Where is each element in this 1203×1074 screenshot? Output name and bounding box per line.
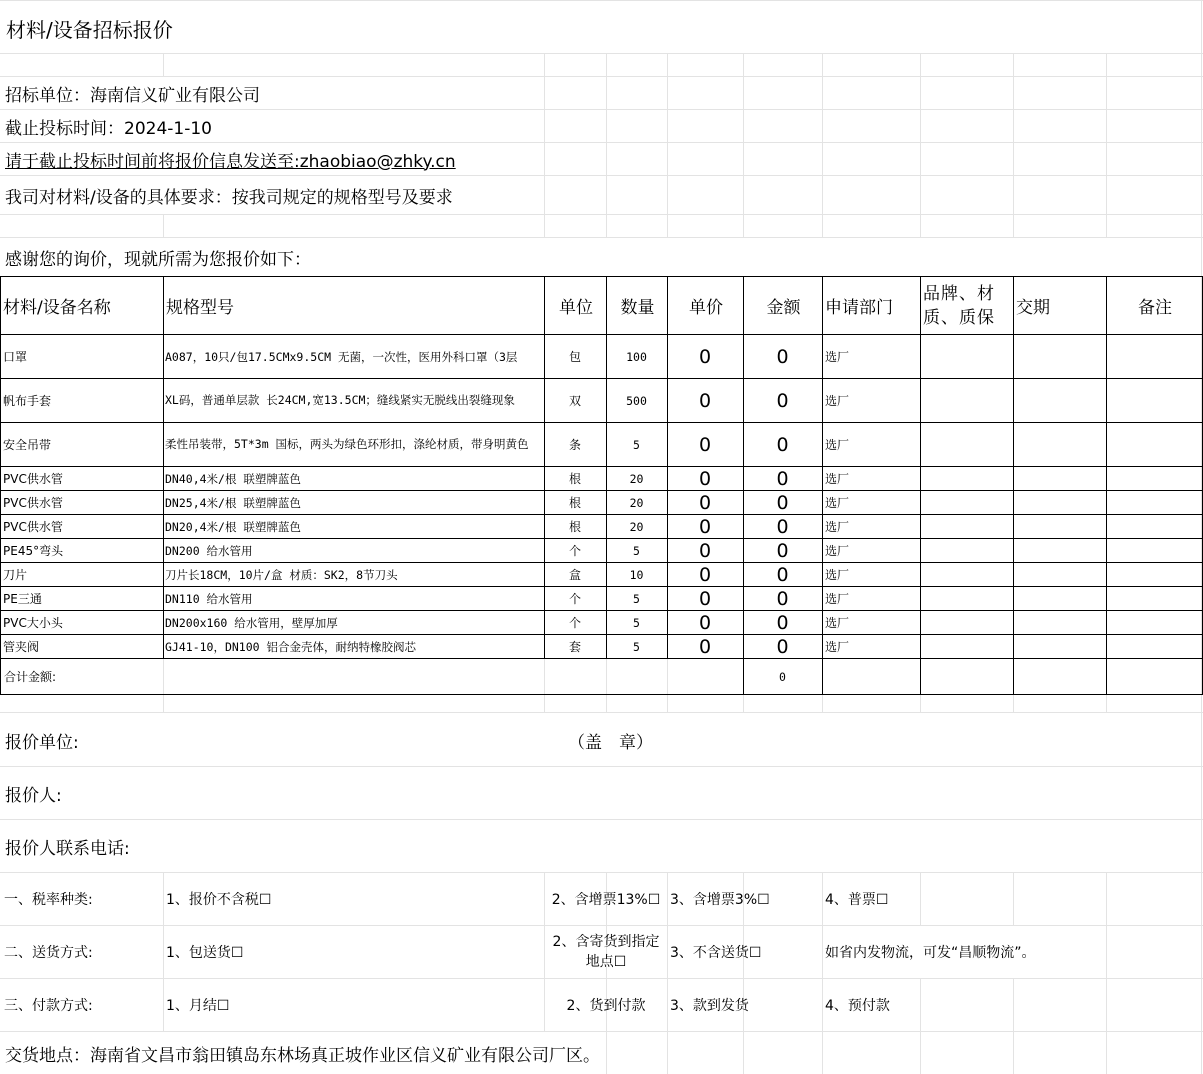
item-dept: 选厂	[825, 568, 850, 582]
item-unit: 双	[568, 394, 581, 408]
table-border	[0, 276, 1, 658]
col-header-spec: 规格型号	[166, 298, 234, 318]
item-dept: 选厂	[825, 544, 850, 558]
item-dept: 选厂	[825, 592, 850, 606]
total-label: 合计金额:	[4, 670, 57, 684]
item-amount: 0	[776, 611, 789, 634]
item-qty: 5	[633, 615, 640, 630]
item-dept: 选厂	[825, 616, 850, 630]
item-unit: 根	[568, 520, 581, 534]
item-name: 安全吊带	[3, 438, 52, 452]
item-amount: 0	[776, 635, 789, 658]
col-header-delivery: 交期	[1016, 298, 1050, 318]
item-amount: 0	[776, 515, 789, 538]
delivery-address: 交货地点：海南省文昌市翁田镇岛东林场真正坡作业区信义矿业有限公司厂区。	[5, 1032, 606, 1074]
tax-option-4[interactable]: 4、普票☐	[825, 892, 889, 908]
payment-option-2[interactable]: 2、货到付款	[566, 998, 646, 1014]
payment-option-4[interactable]: 4、预付款	[825, 998, 890, 1014]
item-qty: 10	[629, 567, 644, 582]
item-spec: DN110 给水管用	[165, 591, 253, 606]
item-qty: 20	[629, 471, 644, 486]
table-border	[822, 658, 823, 694]
item-name: PVC大小头	[3, 616, 63, 630]
item-spec: DN200x160 给水管用，壁厚加厚	[165, 615, 338, 630]
tax-option-1[interactable]: 1、报价不含税☐	[166, 892, 272, 908]
item-unit: 根	[568, 472, 581, 486]
item-name: 刀片	[3, 568, 28, 582]
deadline: 截止投标时间：2024-1-10	[5, 110, 218, 142]
col-header-remark: 备注	[1138, 298, 1172, 318]
payment-option-3[interactable]: 3、款到发货	[670, 998, 749, 1014]
delivery-label: 二、送货方式:	[4, 945, 93, 961]
delivery-note: 如省内发物流，可发“昌顺物流”。	[825, 926, 1040, 978]
item-price[interactable]: 0	[698, 611, 712, 634]
table-border	[920, 658, 921, 694]
item-name: PVC供水管	[3, 496, 63, 510]
item-spec: A087，10只/包17.5CMx9.5CM 无菌，一次性，医用外科口罩（3层	[165, 349, 518, 364]
item-name: 管夹阀	[3, 640, 40, 654]
item-amount: 0	[776, 345, 789, 368]
item-qty: 5	[633, 639, 640, 654]
item-price[interactable]: 0	[698, 539, 712, 562]
item-name: 帆布手套	[3, 394, 52, 408]
table-border	[163, 276, 164, 658]
item-name: PE45°弯头	[3, 544, 64, 558]
item-price[interactable]: 0	[698, 491, 712, 514]
col-header-dept: 申请部门	[825, 298, 893, 318]
seal-label: （盖 章）	[568, 732, 653, 753]
table-border	[1013, 276, 1014, 658]
item-spec: 刀片长18CM，10片/盒 材质：SK2，8节刀头	[165, 567, 398, 582]
item-amount: 0	[776, 491, 789, 514]
table-border	[0, 658, 1, 694]
col-header-brand: 品牌、材质、质保	[923, 283, 995, 328]
quoter-label: 报价人:	[5, 785, 62, 806]
item-amount: 0	[776, 587, 789, 610]
delivery-option-2[interactable]: 2、含寄货到指定地点☐	[552, 934, 660, 970]
item-price[interactable]: 0	[698, 345, 712, 368]
payment-option-1[interactable]: 1、月结☐	[166, 998, 230, 1014]
total-value: 0	[779, 669, 786, 684]
tax-option-3[interactable]: 3、含增票3%☐	[670, 892, 770, 908]
tax-option-2[interactable]: 2、含增票13%☐	[551, 892, 661, 908]
item-name: 口罩	[3, 350, 28, 364]
item-name: PVC供水管	[3, 472, 63, 486]
item-dept: 选厂	[825, 350, 850, 364]
send-to-email[interactable]: 请于截止投标时间前将报价信息发送至:zhaobiao@zhky.cn	[5, 143, 462, 175]
table-border	[0, 694, 1203, 695]
item-dept: 选厂	[825, 520, 850, 534]
item-qty: 5	[633, 437, 640, 452]
item-price[interactable]: 0	[698, 635, 712, 658]
tender-unit: 招标单位：海南信义矿业有限公司	[5, 77, 266, 109]
item-amount: 0	[776, 433, 789, 456]
item-dept: 选厂	[825, 496, 850, 510]
item-dept: 选厂	[825, 640, 850, 654]
item-dept: 选厂	[825, 438, 850, 452]
item-unit: 个	[568, 616, 581, 630]
item-name: PE三通	[3, 592, 42, 606]
item-name: PVC供水管	[3, 520, 63, 534]
item-spec: 柔性吊装带，5T*3m 国标，两头为绿色环形扣，涤纶材质，带身明黄色	[165, 437, 529, 451]
item-unit: 根	[568, 496, 581, 510]
tax-label: 一、税率种类:	[4, 892, 93, 908]
item-dept: 选厂	[825, 472, 850, 486]
item-price[interactable]: 0	[698, 389, 712, 412]
item-price[interactable]: 0	[698, 433, 712, 456]
item-spec: DN200 给水管用	[165, 543, 253, 558]
table-border	[1106, 276, 1107, 658]
phone-label: 报价人联系电话:	[5, 838, 130, 859]
item-unit: 条	[568, 438, 581, 452]
item-unit: 盒	[568, 568, 581, 582]
item-qty: 100	[626, 349, 647, 364]
delivery-option-1[interactable]: 1、包送货☐	[166, 945, 244, 961]
item-unit: 个	[568, 592, 581, 606]
col-header-price: 单价	[689, 298, 723, 318]
table-border	[1106, 658, 1107, 694]
item-price[interactable]: 0	[698, 467, 712, 490]
item-unit: 套	[568, 640, 581, 654]
item-qty: 5	[633, 543, 640, 558]
item-price[interactable]: 0	[698, 515, 712, 538]
item-amount: 0	[776, 539, 789, 562]
col-header-unit: 单位	[559, 298, 593, 318]
item-qty: 5	[633, 591, 640, 606]
table-border	[920, 276, 921, 658]
item-qty: 20	[629, 519, 644, 534]
payment-label: 三、付款方式:	[4, 998, 93, 1014]
item-amount: 0	[776, 467, 789, 490]
item-qty: 20	[629, 495, 644, 510]
item-price[interactable]: 0	[698, 587, 712, 610]
item-amount: 0	[776, 563, 789, 586]
item-dept: 选厂	[825, 394, 850, 408]
item-unit: 包	[568, 350, 581, 364]
quote-unit-label: 报价单位:	[5, 732, 79, 753]
delivery-option-3[interactable]: 3、不含送货☐	[670, 945, 762, 961]
item-spec: XL码，普通单层款 长24CM,宽13.5CM；缝线紧实无脱线出裂缝现象	[165, 393, 515, 407]
item-amount: 0	[776, 389, 789, 412]
item-spec: GJ41-10，DN100 铝合金壳体，耐纳特橡胶阀芯	[165, 639, 417, 654]
col-header-name: 材料/设备名称	[3, 298, 111, 318]
page-title: 材料/设备招标报价	[6, 17, 173, 42]
table-border	[822, 276, 823, 658]
item-spec: DN40,4米/根 联塑牌蓝色	[165, 471, 301, 486]
item-unit: 个	[568, 544, 581, 558]
item-price[interactable]: 0	[698, 563, 712, 586]
item-spec: DN20,4米/根 联塑牌蓝色	[165, 519, 301, 534]
thanks-text: 感谢您的询价，现就所需为您报价如下：	[5, 249, 311, 270]
requirement: 我司对材料/设备的具体要求：按我司规定的规格型号及要求	[5, 176, 459, 214]
item-qty: 500	[626, 393, 647, 408]
col-header-amount: 金额	[766, 298, 801, 318]
col-header-qty: 数量	[620, 298, 655, 318]
table-border	[1013, 658, 1014, 694]
item-spec: DN25,4米/根 联塑牌蓝色	[165, 495, 301, 510]
